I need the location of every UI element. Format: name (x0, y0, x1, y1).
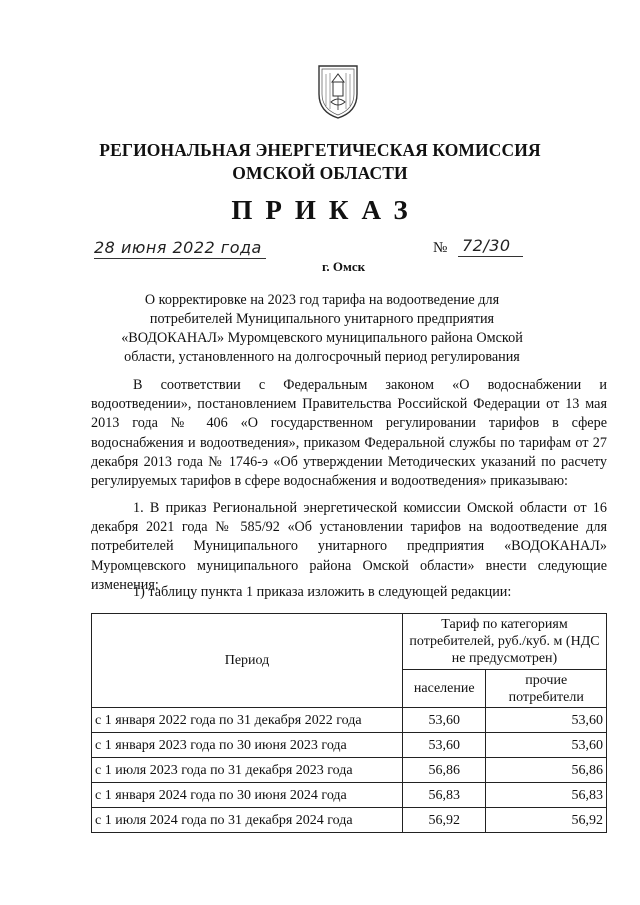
header-population: население (403, 670, 486, 708)
row-other-tariff: 53,60 (486, 708, 607, 733)
row-population-tariff: 56,83 (403, 783, 486, 808)
commission-name-line1: РЕГИОНАЛЬНАЯ ЭНЕРГЕТИЧЕСКАЯ КОМИССИЯ (99, 140, 541, 160)
preamble-paragraph: В соответствии с Федеральным законом «О водоснабжении и водоотведении», постановлением Правительства Российской Федерации от 13 мая 2013 года № 406 «О государственном регулировании тарифов в сфере водоснабжения и водоотведения», приказом Федеральной службы по тарифам от 27 декабря 2013 года № 1746-э «Об утверждении Методических указаний по расчету регулируемых тарифов в сфере водоснабжения и водоотведения» приказываю: (91, 377, 607, 490)
order-subject: О корректировке на 2023 год тарифа на водоотведение для потребителей Муниципального унитарного предприятия «ВОДОКАНАЛ» Муромцевского муниципального района Омской области, установленного на долгосрочный период регулирования (121, 292, 523, 365)
table-row (92, 808, 607, 833)
row-other-tariff: 56,83 (486, 783, 607, 808)
commission-name-line2: ОМСКОЙ ОБЛАСТИ (232, 163, 408, 183)
row-population-tariff: 53,60 (403, 733, 486, 758)
header-other-consumers: прочие потребители (486, 670, 607, 708)
omsk-coat-of-arms-emblem (315, 60, 361, 120)
tariff-table (91, 613, 607, 833)
subclause-1-paragraph: 1) таблицу пункта 1 приказа изложить в следующей редакции: (133, 584, 512, 600)
header-period: Период (92, 614, 403, 708)
row-period: с 1 июля 2024 года по 31 декабря 2024 года (92, 808, 403, 833)
row-other-tariff: 56,92 (486, 808, 607, 833)
table-row (92, 758, 607, 783)
handwritten-date: 28 июня 2022 года (94, 238, 266, 259)
row-population-tariff: 56,92 (403, 808, 486, 833)
table-row (92, 733, 607, 758)
row-population-tariff: 56,86 (403, 758, 486, 783)
row-period: с 1 января 2023 года по 30 июня 2023 года (92, 733, 403, 758)
number-label: № (433, 240, 448, 256)
row-period: с 1 июля 2023 года по 31 декабря 2023 года (92, 758, 403, 783)
table-header-row (92, 614, 607, 670)
row-other-tariff: 56,86 (486, 758, 607, 783)
row-period: с 1 января 2022 года по 31 декабря 2022 года (92, 708, 403, 733)
table-row (92, 783, 607, 808)
header-tariff-group: Тариф по категориям потребителей, руб./куб. м (НДС не предусмотрен) (403, 614, 607, 670)
city-label: г. Омск (322, 259, 366, 274)
handwritten-order-number: 72/30 (458, 236, 523, 257)
document-type-title: ПРИКАЗ (231, 195, 421, 225)
table-row (92, 708, 607, 733)
row-population-tariff: 53,60 (403, 708, 486, 733)
clause-1-paragraph: 1. В приказ Региональной энергетической комиссии Омской области от 16 декабря 2021 года № 585/92 «Об установлении тарифов на водоотведение для потребителей Муниципального унитарного предприятия «ВОДОКАНАЛ» Муромцевского муниципального района Омской области» внести следующие изменения: (91, 500, 607, 593)
row-other-tariff: 53,60 (486, 733, 607, 758)
row-period: с 1 января 2024 года по 30 июня 2024 года (92, 783, 403, 808)
